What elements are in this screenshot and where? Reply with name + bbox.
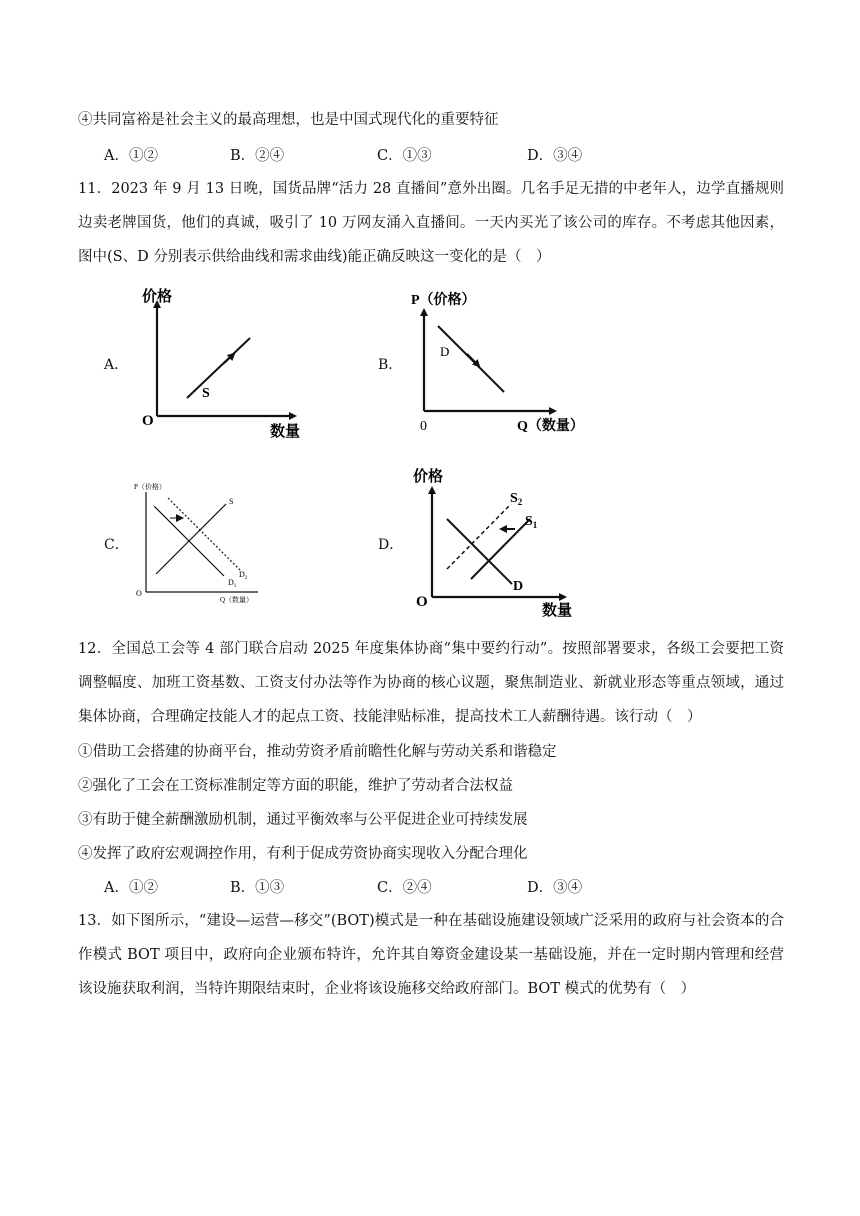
graph-c-xlabel: Q（数量） [220,596,254,604]
q12-option-b[interactable]: B．①③ [230,880,285,896]
graph-a [130,284,310,444]
q10-option-a[interactable]: A．①② [104,148,158,164]
graph-d-d-label: D [513,579,524,594]
graph-d [405,464,595,624]
q12-option-d[interactable]: D．③④ [527,880,583,896]
svg-text:S2 [510,491,523,507]
graph-d-s2-curve [447,504,511,569]
graph-d-xlabel: 数量 [542,603,573,619]
q11-text: 11．2023 年 9 月 13 日晚，国货品牌“活力 28 直播间”意外出圈。几名手足无措的中老年人，边学直播规则边卖老牌国货，他们的真诚，吸引了 10 万网友涌入直播间。一天内买光了该公司的库存。不考虑其他因素，图中(S、D 分别表示供给曲线和需求曲线)能正确反映这一变化的是（ ） [78,181,784,265]
graph-a-ylabel: 价格 [142,289,173,305]
q13-text: 13．如下图所示，“建设—运营—移交”(BOT)模式是一种在基础设施建设领域广泛采用的政府与社会资本的合作模式 BOT 项目中，政府向企业颁布特许，允许其自筹资金建设某一基础设施，并在一定时期内管理和经营该设施获取利润，当特许期限结束时，企业将该设施移交给政府部门。BOT 模式的优势有（ ） [78,913,784,997]
q12-text: 12．全国总工会等 4 部门联合启动 2025 年度集体协商“集中要约行动”。按照部署要求，各级工会要把工资调整幅度、加班工资基数、工资支付办法等作为协商的核心议题，聚焦制造业、新就业形态等重点领域，通过集体协商，合理确定技能人才的起点工资、技能津贴标准，提高技术工人薪酬待遇。该行动（ ） [78,641,784,725]
graph-a-origin: O [142,413,154,429]
q12-item-3: ③有助于健全薪酬激励机制，通过平衡效率与公平促进企业可持续发展 [78,812,528,828]
graph-c-s-curve [156,504,226,574]
q12-item-4: ④发挥了政府宏观调控作用，有利于促成劳资协商实现收入分配合理化 [78,846,528,862]
graph-b-letter[interactable]: B． [378,357,403,373]
svg-text:D1 [228,578,237,589]
graph-c-d2-label: D [239,570,245,579]
graph-d-ylabel: 价格 [413,469,444,485]
q12-item-1: ①借助工会搭建的协商平台，推动劳资矛盾前瞻性化解与劳动关系和谐稳定 [78,744,557,760]
svg-text:D2 [239,570,248,581]
graph-a-s-label: S [202,386,210,401]
graph-c-s-label: S [229,497,234,506]
graph-d-s1-curve [471,519,530,579]
graph-d-s2-label: S [510,491,518,506]
graph-c-letter[interactable]: C． [104,537,129,553]
q10-option-b[interactable]: B．②④ [230,148,285,164]
graph-c-ylabel: P（价格） [134,483,166,491]
graph-d-s1-sub: 1 [532,520,538,530]
q12-option-a[interactable]: A．①② [104,880,158,896]
graph-d-origin: O [416,594,428,610]
graph-a-s-curve [187,338,250,398]
graph-c-d1-label: D [228,578,234,587]
q12-option-c[interactable]: C．②④ [377,880,432,896]
graph-d-s1-label: S [525,514,533,529]
graph-c [130,478,280,608]
graph-a-xlabel: 数量 [270,424,301,440]
q10-option-d[interactable]: D．③④ [527,148,583,164]
graph-b [405,284,605,444]
graph-c-d2-curve [168,498,240,570]
q12-item-2: ②强化了工会在工资标准制定等方面的职能，维护了劳动者合法权益 [78,778,513,794]
graph-b-origin: 0 [420,419,427,434]
graph-b-arrow [467,354,479,366]
graph-b-ylabel: P（价格） [411,293,476,308]
graph-a-letter[interactable]: A． [104,357,129,373]
q10-item-4: ④共同富裕是社会主义的最高理想，也是中国式现代化的重要特征 [78,112,499,128]
q10-option-c[interactable]: C．①③ [377,148,432,164]
graph-c-d2-sub: 2 [244,576,248,581]
graph-a-arrow [223,354,234,364]
graph-d-letter[interactable]: D． [378,537,404,553]
graph-b-xlabel: Q（数量） [517,419,584,434]
graph-c-d1-sub: 1 [233,584,237,589]
graph-c-origin: O [136,589,142,598]
graph-b-d-label: D [440,344,450,359]
svg-text:S1 [525,514,538,530]
graph-d-s2-sub: 2 [517,497,523,507]
